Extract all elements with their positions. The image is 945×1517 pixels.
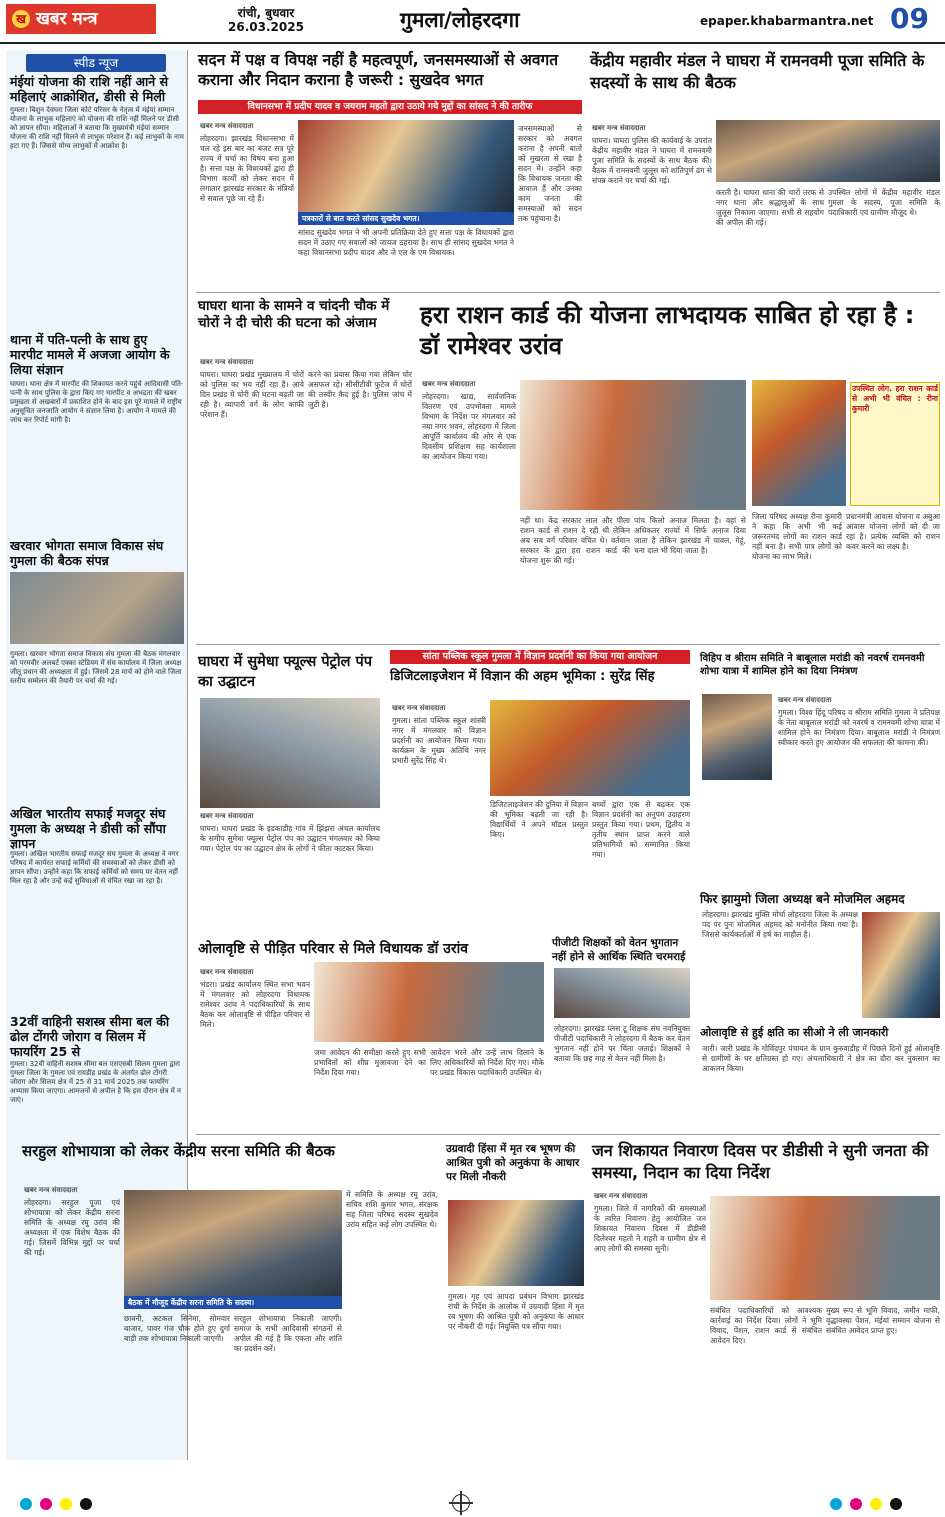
color-dot-icon	[20, 1498, 32, 1510]
ration-col1: लोहरदगा। खाद्य, सार्वजनिक वितरण एवं उपभोक्ता मामले विभाग के निर्देश पर मंगलवार को नया नगर भवन, लोहरदगा में जिला आपूर्ति कार्यालय की ओर से एक दिवसीय प्रशिक्षण सह कार्यशाला का आयोजन किया गया।	[422, 392, 516, 461]
olavrishti-col1: भंडरा। प्रखंड कार्यालय स्थित सभा भवन में मंगलवार को लोहरदगा विधायक रामेश्वर उरांव ने पदाधिकारियों के साथ बैठक कर ओलावृष्टि से पीड़ित परिवार से मिले।	[200, 980, 310, 1029]
ration-col3: पांच किलो अनाज मिलता है। वहां से अधिकतर राज्यों में सिर्फ अनाज दिया जाता है लेकिन झारखंड में चावल, गेहूं, चना दाल भी दिया जाता है।	[634, 516, 746, 555]
science-byline: खबर मन्त्र संवाददाता	[392, 704, 446, 712]
sarhul-headline: सरहुल शोभायात्रा को लेकर केंद्रीय सरना समिति की बैठक	[22, 1142, 335, 1160]
sukhdev-col2: सांसद सुखदेव भगत ने भी अपनी प्रतिक्रिया देते हुए सत्ता पक्ष के विधायकों द्वारा सदन में उठाए गए सवालों को जायज ठहराया है। साथ ही सांसद सुखदेव भगत ने कहा विधानसभा प्रदीप यादव और जे एल के एम विधायक।	[298, 228, 514, 257]
color-dot-icon	[890, 1498, 902, 1510]
science-headline-1: सांता पब्लिक स्कूल गुमला में विज्ञान प्रदर्शनी का किया गया आयोजन	[390, 650, 690, 664]
color-dot-icon	[830, 1498, 842, 1510]
olavrishti-co-body: जारी। जारी प्रखंड के गोविंदपुर पंचायत के ग्राम कुरुवाडीह में पिछले दिनों हुई ओलावृष्टि से ग्रामीणों के घर क्षतिग्रस्त हो गए। अंचलाधिकारी ने क्षेत्र का दौरा कर नुकसान का आकलन किया।	[702, 1044, 940, 1073]
masthead	[0, 0, 945, 44]
story-kharwar-headline: खरवार भोगता समाज विकास संघ गुमला की बैठक संपन्न	[10, 538, 164, 568]
ration-col2: नहीं था। केंद्र सरकार लाल और पीला राशन कार्ड से राशन दे रही थी लेकिन अब सब वर्ग परिवार वंचित थे। वर्तमान सरकार के द्वारा हरा राशन कार्ड की योजना शुरू की गई।	[520, 516, 630, 565]
sukhdev-col1: लोहरदगा। झारखंड विधानसभा में चल रहे इस बार का बजट सत्र पूरे राज्य में चर्चा का विषय बना हुआ है। सत्ता पक्ष के विधायकों द्वारा ही विभाग कार्यों को लेकर सदन में लगातार झारखंड सरकार के मंत्रियों से सवाल पूछे जा रहे हैं।	[200, 134, 294, 203]
story-ssb-headline: 32वीं वाहिनी सशस्त्र सीमा बल की ढोल टोंगरी जोराग व सिलम में फायरिंग 25 से	[10, 1014, 170, 1059]
ration-crowd-photo	[752, 380, 846, 506]
story-ssb-body: गुमला। 32वीं वाहिनी सशस्त्र सीमा बल एसएसबी सिलम गुमला द्वारा गुमला जिला के गुमला एवं रायडीह प्रखंड के अंतर्गत ढोल टोंगरी जोराग और सिलम क्षेत्र में 25 से 31 मार्च 2025 तक फायरिंग अभ्यास किया जाएगा। आमजनों से अपील है कि इस दौरान क्षेत्र में न जाएं।	[10, 1060, 181, 1104]
divider	[196, 292, 940, 293]
print-registration-marks	[0, 1492, 945, 1517]
ration-byline: खबर मन्त्र संवाददाता	[422, 380, 476, 388]
reena-kumari-body: जिला परिषद अध्यक्ष रीना कुमारी ने कहा कि अभी भी कई जरूरतमंद लोगों का राशन कार्ड नहीं बना है। सभी पात्र लोगों को योजना का लाभ मिले।	[752, 512, 842, 561]
story-maiyan-headline: मंईयां योजना की राशि नहीं आने से महिलाएं आक्रोशित, डीसी से मिली	[10, 74, 169, 104]
anukampa-headline: उग्रवादी हिंसा में मृत रब भूषण की आश्रित पुत्री को अनुकंपा के आधार पर मिली नौकरी	[446, 1143, 580, 1183]
story-kharwar-body: गुमला। खरवार भोगता समाज विकास संघ गुमला की बैठक मंगलवार को परमवीर अलबर्ट एक्का स्टेडियम में संघ कार्यालय में जिला अध्यक्ष जीतू प्रधान की अध्यक्षता में हुई। जिसमें 28 मार्च को होने वाले जिला स्तरीय सम्मेलन की तैयारी पर चर्चा की गई।	[10, 650, 182, 685]
pump-body: घाघरा। घाघरा प्रखंड के इडकाडीह गांव में झिंझरा अंचल कार्यालय के समीप सुमेधा फ्यूल्स पेट्रोल पंप का उद्घाटन मंगलवार को किया गया। पेट्रोल पंप का उद्घाटन क्षेत्र के लोगों ने फीता काटकर किया।	[200, 824, 380, 853]
janshikayat-byline: खबर मन्त्र संवाददाता	[594, 1192, 648, 1200]
pump-headline: घाघरा में सुमेधा फ्यूल्स पेट्रोल पंप का उद्घाटन	[198, 654, 372, 690]
teachers-body: लोहरदगा। झारखंड प्लस टू शिक्षक संघ नवनियुक्त पीजीटी पदाधिकारी ने लोहरदगा में बैठक कर वेतन भुगतान नहीं होने पर चिंता जताई। शिक्षकों ने बताया कि छह माह से वेतन नहीं मिला है।	[554, 1024, 690, 1063]
anukampa-photo	[448, 1200, 584, 1286]
mahavir-col3: उपस्थित लोगों में केंद्रीय महावीर मंडल गुमला के सदस्य, पूजा समिति के पदाधिकारी एवं ग्रामीण मौजूद थे।	[828, 188, 940, 217]
janshikayat-photo	[710, 1196, 940, 1300]
science-headline-2: डिजिटलाइजेशन में विज्ञान की अहम भूमिका : सुरेंद्र सिंह	[390, 669, 655, 684]
color-dot-icon	[80, 1498, 92, 1510]
jhamumo-headline: फिर झामुमो जिला अध्यक्ष बने मोजमिल अहमद	[700, 892, 905, 906]
theft-headline: घाघरा थाना के सामने व चांदनी चौक में चोरों ने दी चोरी की घटना को अंजाम	[198, 298, 390, 331]
section-title: गुमला/लोहरदगा	[400, 8, 520, 32]
story-safai-body: गुमला। अखिल भारतीय सफाई मजदूर संघ गुमला के अध्यक्ष ने नगर परिषद में कार्यरत सफाई कर्मियों की समस्याओं को लेकर डीसी को ज्ञापन सौंपा। उन्होंने कहा कि सफाई कर्मियों को समय पर वेतन नहीं मिल रहा है और उन्हें कई सुविधाओं से वंचित रखा जा रहा है।	[10, 850, 179, 885]
jhamumo-body: लोहरदगा। झारखंड मुक्ति मोर्चा लोहरदगा जिला के अध्यक्ष पद पर पुनः मोजमिल अहमद को मनोनीत किया गया है। जिससे कार्यकर्ताओं में हर्ष का माहौल है।	[702, 910, 858, 939]
dateline	[206, 6, 326, 34]
color-dot-icon	[60, 1498, 72, 1510]
city-day: रांची, बुधवार	[237, 6, 295, 20]
science-col1: गुमला। सांता पब्लिक स्कूल शास्त्री नगर में मंगलवार को विज्ञान प्रदर्शनी का आयोजन किया गया। कार्यक्रम के मुख्य अतिथि नगर प्रभारी सुरेंद्र सिंह थे।	[392, 716, 486, 765]
olavrishti-col3: आवेदन भरने और उन्हें लाभ दिलाने के लिए अधिकारियों को निर्देश दिए गए। मौके पर प्रखंड विकास पदाधिकारी उपस्थित थे।	[430, 1048, 544, 1077]
color-dot-icon	[850, 1498, 862, 1510]
mahavir-byline: खबर मन्त्र संवाददाता	[592, 124, 646, 132]
janshikayat-headline: जन शिकायत निवारण दिवस पर डीडीसी ने सुनी जनता की समस्या, निदान का दिया निर्देश	[592, 1141, 929, 1182]
theft-col2: करने का प्रयास किया गया लेकिन चोर असफल रहे। सीसीटीवी फुटेज में चोरों की तस्वीर कैद हुई है। पुलिस जांच में जुटी है।	[308, 370, 412, 409]
mahavir-col1: घाघरा। घाघरा पुलिस की कार्यवाई के उपरांत केंद्रीय महावीर मंडल ने घाघरा में रामनवमी पूजा समिति के सदस्यों के साथ बैठक की। बैठक में रामनवमी जुलूस को शांतिपूर्ण ढंग से संपन्न कराने पर चर्चा की गई।	[592, 136, 712, 185]
mahavir-meeting-photo	[716, 120, 940, 182]
ration-event-photo	[520, 380, 746, 510]
pump-inauguration-photo	[200, 698, 380, 808]
sarhul-byline: खबर मन्त्र संवाददाता	[24, 1186, 78, 1194]
theft-col1: घाघरा। घाघरा प्रखंड मुख्यालय में चोरों को पुलिस का भय नहीं रहा है। आये दिन प्रखंड में चोरी की घटना बढ़ती जा रही है। व्यापारी वर्ग के लोग काफी परेशान हैं।	[200, 370, 304, 419]
ration-headline: हरा राशन कार्ड की योजना लाभदायक साबित हो रहा है : डॉ रामेश्वर उरांव	[420, 301, 915, 360]
speed-news-label: स्पीड न्यूज	[26, 54, 166, 72]
story-thana-headline: थाना में पति-पत्नी के साथ हुए मारपीट मामले में अजजा आयोग के लिया संज्ञान	[10, 332, 170, 377]
science-exhibition-photo	[490, 700, 690, 796]
sukhdev-press-photo	[298, 120, 514, 218]
sukhdev-byline: खबर मन्त्र संवाददाता	[200, 122, 254, 130]
olavrishti-byline: खबर मन्त्र संवाददाता	[200, 968, 254, 976]
olavrishti-co-headline: ओलावृष्टि से हुई क्षति का सीओ ने ली जानकारी	[700, 1026, 889, 1039]
reena-kumari-label: उपस्थित लोग. हरा राशन कार्ड से अभी भी वंचित : रीना कुमारी	[852, 384, 938, 413]
vihip-headline: विहिप व श्रीराम समिति ने बाबूलाल मरांडी को नवरर्ष रामनवमी शोभा यात्रा में शामिल होने का दिया निमंत्रण	[700, 653, 925, 677]
janshikayat-col1: गुमला। जिले में नागरिकों की समस्याओं के त्वरित निवारण हेतु आयोजित जन शिकायत निवारण दिवस में डीडीसी दिलेश्वर महतो ने शहरी व ग्रामीण क्षेत्र से आए लोगों की समस्या सुनी।	[594, 1204, 706, 1253]
kharwar-meeting-photo	[10, 572, 184, 644]
science-col3: बच्चों द्वारा एक से बढ़कर एक विज्ञान प्रदर्शनी का अनुपम उदाहरण प्रस्तुत किया गया। प्रथम, द्वितीय व तृतीय स्थान प्राप्त करने वाले प्रतिभागियों को सम्मानित किया गया।	[592, 800, 690, 859]
sarhul-col4: में समिति के अध्यक्ष रघु उरांव, सचिव शशि कुमार भगत, संरक्षक सह जिला परिषद सदस्य सुखदेव उरांव सहित कई लोग उपस्थित थे।	[346, 1190, 438, 1229]
page-number: 09	[890, 2, 929, 35]
vihip-byline: खबर मन्त्र संवाददाता	[778, 696, 832, 704]
science-col2: डिजिटलाइजेशन की दुनिया में विज्ञान की भूमिका बढ़ती जा रही है। विद्यार्थियों ने अपने मॉडल प्रस्तुत किए।	[490, 800, 588, 839]
olavrishti-meeting-photo	[314, 962, 544, 1042]
date: 26.03.2025	[228, 20, 304, 34]
janshikayat-col2: संबंधित पदाधिकारियों को आवश्यक कार्रवाई का निर्देश दिया। लोगों ने भूमि विवाद, पेंशन, राशन कार्ड से संबंधित आवेदन दिए।	[710, 1306, 822, 1345]
story-thana-body: घाघरा। थाना क्षेत्र में मारपीट की शिकायत करने पहुंचे आदिवासी पति-पत्नी के साथ पुलिस के द्वारा किए गए मारपीट व अभद्रता की खबर प्रमुखता से अखबारों में प्रकाशित होने के बाद इस पूरे मामले में राष्ट्रीय अनुसूचित जनजाति आयोग ने संज्ञान लिया है। आयोग ने मामले की जांच कर रिपोर्ट मांगी है।	[10, 380, 184, 424]
olavrishti-headline: ओलावृष्टि से पीड़ित परिवार से मिले विधायक डॉ उरांव	[198, 941, 468, 957]
teachers-photo	[554, 968, 690, 1018]
registration-crosshair-icon	[452, 1494, 470, 1512]
mahavir-headline: केंद्रीय महावीर मंडल ने घाघरा में रामनवमी पूजा समिति के सदस्यों के साथ की बैठक	[590, 51, 925, 92]
divider	[196, 644, 940, 645]
color-dot-icon	[40, 1498, 52, 1510]
ration-col4: प्रधानमंत्री आवास योजना व अबुआ आवास योजना लोगों को दी जा रहा है। प्रत्येक व्यक्ति को राशन कवर करने का लक्ष्य है।	[846, 512, 940, 551]
sukhdev-subheadline: विधानसभा में प्रदीप यादव व जयराम महतो द्वारा उठाये गये मुद्दों का सांसद ने की तारीफ	[198, 100, 582, 114]
mozammil-ahmad-photo	[862, 912, 940, 1018]
sarhul-col1: लोहरदगा। सरहुल पूजा एवं शोभायात्रा को लेकर केंद्रीय सरना समिति के अध्यक्ष रघु उरांव की अध्यक्षता में एक विशेष बैठक की गई। जिसमें विभिन्न मुद्दों पर चर्चा की गई।	[24, 1198, 120, 1257]
anukampa-body: गुमला। गृह एवं आपदा प्रबंधन विभाग झारखंड रांची के निर्देश के आलोक में उग्रवादी हिंसा में मृत रब भूषण की आश्रित पुत्री को अनुकंपा के आधार पर नौकरी दी गई। नियुक्ति पत्र सौंपा गया।	[448, 1292, 584, 1331]
sarhul-photo-caption: बैठक में मौजूद केंद्रीय सरना समिति के सदस्य।	[124, 1296, 342, 1309]
sukhdev-col3: जनसमस्याओं से सरकार को अवगत कराना है अपनी बातों को मुखरता से रखा है सदन में। उन्होंने कहा कि विधायक जनता की आवाज हैं और उनका काम जनता की समस्याओं को सदन तक पहुंचाना है।	[518, 124, 582, 223]
theft-byline: खबर मन्त्र संवाददाता	[200, 358, 254, 366]
story-safai-headline: अखिल भारतीय सफाई मजदूर संघ गुमला के अध्यक्ष ने डीसी को सौंपा ज्ञापन	[10, 806, 166, 851]
divider	[196, 1134, 940, 1135]
sarhul-col2: छावनी, अटकल सिनेमा, सोमवार बाजार, पावर गंज चौक होते हुए दुर्गा बाड़ी तक शोभायात्रा निकाली जाएगी।	[124, 1314, 230, 1343]
vihip-body: गुमला। विश्व हिंदू परिषद व श्रीराम समिति गुमला ने प्रतिपक्ष के नेता बाबूलाल मरांडी को नवरर्ष व रामनवमी शोभा यात्रा में शामिल होने का निमंत्रण दिया। बाबूलाल मरांडी ने निमंत्रण स्वीकार करते हुए आयोजन की सफलता की कामना की।	[778, 708, 940, 747]
pump-byline: खबर मन्त्र संवाददाता	[200, 812, 254, 820]
janshikayat-col3: मुख्य रूप से भूमि विवाद, जमीन माफी, वृद्धावस्था पेंशन, मंईयां सम्मान योजना से संबंधित आवेदन प्राप्त हुए।	[826, 1306, 940, 1335]
epaper-url[interactable]: epaper.khabarmantra.net	[700, 14, 874, 28]
mahavir-col2: करती है। घाघरा थाना की चारों तरफ से नगर थाना और श्रद्धालुओं के साथ जुलूस निकाला जाएगा। सभी से सहयोग की अपील की गई।	[716, 188, 824, 227]
olavrishti-col2: जमा आवेदन की समीक्षा करते हुए सभी प्रभावितों को शीघ्र मुआवजा देने का निर्देश दिया गया।	[314, 1048, 426, 1077]
brand-mark-icon: ख	[12, 10, 30, 28]
vihip-photo	[702, 694, 772, 780]
color-dot-icon	[870, 1498, 882, 1510]
sukhdev-headline: सदन में पक्ष व विपक्ष नहीं है महत्वपूर्ण, जनसमस्याओं से अवगत कराना और निदान कराना है जरूरी : सुखदेव भगत	[198, 51, 559, 89]
story-maiyan-body: गुमला। बिशुन देवघरा जिला कोर्ट परिसर के नेतृत्व में मंईयां सम्मान योजना के लाभुक महिलाएं को योजना की राशि नहीं मिलने पर डीसी को ज्ञापन सौंपा। महिलाओं ने बताया कि मुख्यमंत्री मंईयां सम्मान योजना की राशि नहीं मिलने से लाभुक परेशान हैं। कई लाभुकों के नाम हटा गए हैं। जिससे योग्य लाभुकों में आक्रोश है।	[10, 106, 184, 150]
sarhul-col3: सरहुल शोभायात्रा निकाली जाएगी। समाज के सभी आदिवासी संगठनों से अपील की गई है कि एकता और शांति का प्रदर्शन करें।	[234, 1314, 342, 1353]
sarhul-meeting-photo	[124, 1190, 342, 1298]
teachers-headline: पीजीटी शिक्षकों को वेतन भुगतान नहीं होने से आर्थिक स्थिति चरमराई	[552, 937, 686, 963]
brand-logo: ख खबर मन्त्र	[6, 4, 156, 34]
sukhdev-photo-caption: पत्रकारों से बात करते सांसद सुखदेव भगत।	[298, 212, 514, 225]
